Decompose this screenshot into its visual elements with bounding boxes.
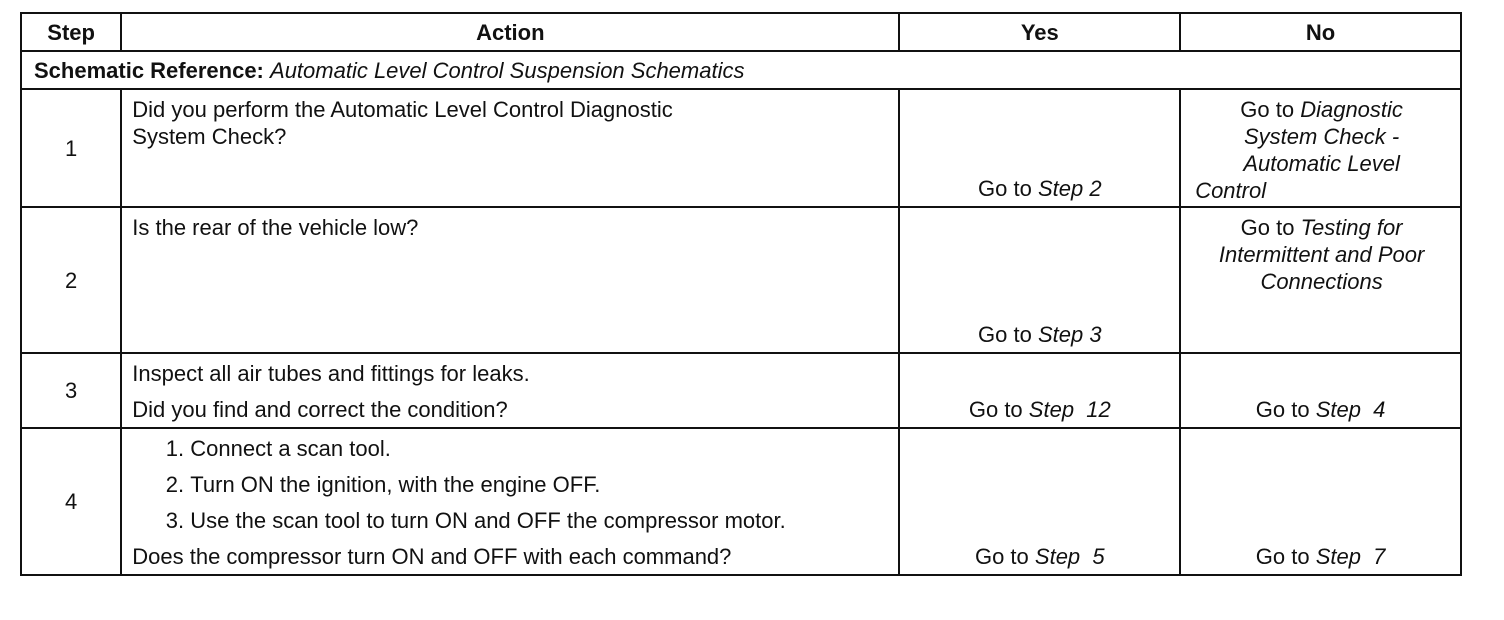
yes-cell (899, 89, 1180, 207)
action-question: Did you find and correct the condition? (132, 397, 508, 422)
yes-step-ref: Step 12 (1028, 397, 1111, 422)
header-row (21, 13, 1461, 51)
no-prefix: Go to (1240, 215, 1295, 240)
action-cell (121, 207, 899, 353)
action-cell (121, 428, 899, 575)
no-ref-line: System Check - (1243, 124, 1400, 149)
yes-link[interactable] (900, 543, 1179, 570)
yes-link[interactable] (900, 175, 1179, 202)
yes-link[interactable] (900, 396, 1179, 423)
step-number: 1 (21, 89, 121, 207)
header-yes: Yes (899, 13, 1180, 51)
action-line: Inspect all air tubes and fittings for leaks. (132, 361, 530, 386)
substep: 1. Connect a scan tool. (190, 435, 888, 462)
yes-prefix: Go to (974, 544, 1029, 569)
yes-prefix: Go to (978, 176, 1032, 201)
schematic-reference (21, 51, 1461, 89)
substep-list (132, 435, 888, 534)
no-prefix: Go to (1240, 97, 1295, 122)
header-no: No (1180, 13, 1461, 51)
yes-link[interactable] (900, 321, 1179, 348)
diagnostic-table (20, 12, 1462, 576)
substep: 2. Turn ON the ignition, with the engine OFF. (190, 471, 888, 498)
no-ref-line: Diagnostic (1300, 97, 1403, 122)
no-ref-line: Testing for (1300, 215, 1403, 240)
no-step-ref: Step 7 (1315, 544, 1386, 569)
yes-prefix: Go to (978, 322, 1032, 347)
table-row (21, 353, 1461, 428)
schematic-reference-row (21, 51, 1461, 89)
action-line: System Check? (132, 124, 287, 149)
action-question: Does the compressor turn ON and OFF with each command? (132, 544, 732, 569)
header-step: Step (21, 13, 121, 51)
table-row (21, 89, 1461, 207)
no-ref-line: Connections (1260, 269, 1383, 294)
no-prefix: Go to (1255, 544, 1310, 569)
no-cell[interactable] (1180, 207, 1461, 353)
table-row (21, 428, 1461, 575)
no-cell (1180, 353, 1461, 428)
yes-step-ref: Step 5 (1034, 544, 1105, 569)
schematic-label: Schematic Reference: (34, 57, 264, 83)
step-number: 3 (21, 353, 121, 428)
step-number: 2 (21, 207, 121, 353)
yes-step-ref: Step 3 (1037, 322, 1102, 347)
yes-prefix: Go to (968, 397, 1023, 422)
no-link[interactable] (1181, 543, 1460, 570)
yes-step-ref: Step 2 (1037, 176, 1102, 201)
action-line: Did you perform the Automatic Level Control Diagnostic (132, 97, 673, 122)
no-cell[interactable] (1180, 89, 1461, 207)
action-line: Is the rear of the vehicle low? (132, 215, 419, 240)
action-cell (121, 89, 899, 207)
schematic-link[interactable]: Automatic Level Control Suspension Schematics (270, 57, 745, 83)
yes-cell (899, 207, 1180, 353)
no-link[interactable] (1181, 396, 1460, 423)
table-row (21, 207, 1461, 353)
no-ref-line: Control (1195, 178, 1267, 203)
no-ref-line: Automatic Level (1243, 151, 1400, 176)
action-cell (121, 353, 899, 428)
step-number: 4 (21, 428, 121, 575)
yes-cell (899, 353, 1180, 428)
no-cell (1180, 428, 1461, 575)
no-prefix: Go to (1255, 397, 1310, 422)
no-step-ref: Step 4 (1315, 397, 1386, 422)
yes-cell (899, 428, 1180, 575)
substep: 3. Use the scan tool to turn ON and OFF the compressor motor. (190, 507, 888, 534)
header-action: Action (121, 13, 899, 51)
no-ref-line: Intermittent and Poor (1218, 242, 1425, 267)
